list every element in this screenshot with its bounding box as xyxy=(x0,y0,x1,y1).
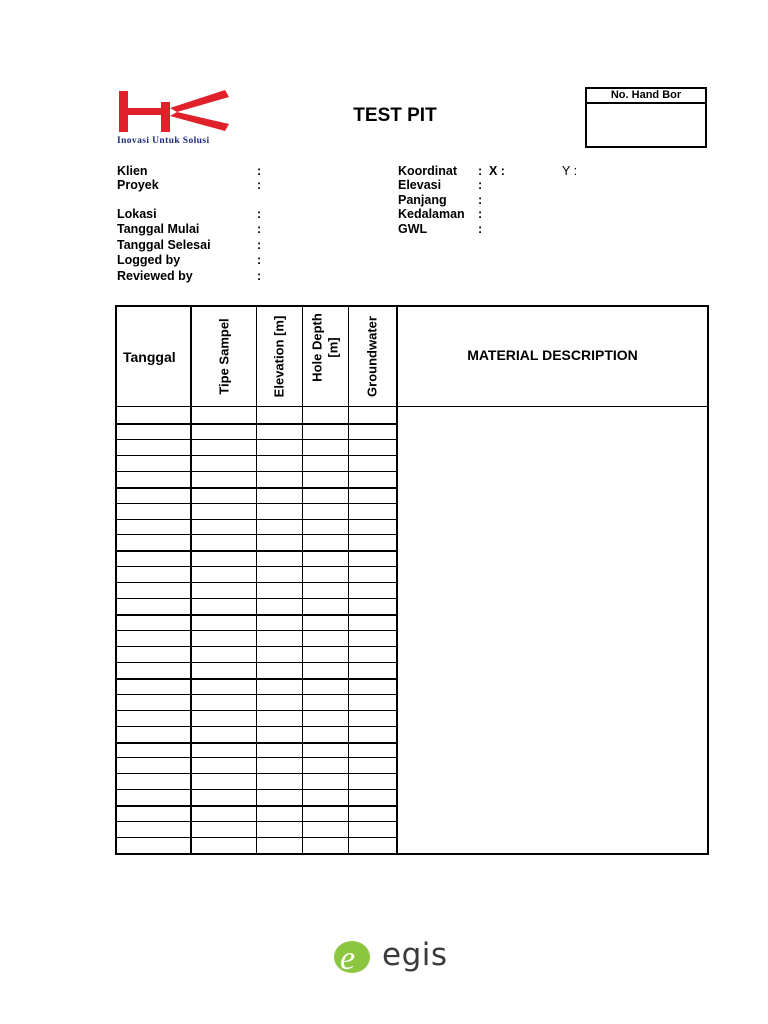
table-row[interactable] xyxy=(117,789,397,804)
svg-text:e: e xyxy=(340,940,356,977)
label-tanggal-mulai: Tanggal Mulai xyxy=(117,222,200,236)
label-tanggal-selesai: Tanggal Selesai xyxy=(117,238,211,252)
table-row[interactable] xyxy=(117,550,397,565)
colon-koordinat: : xyxy=(478,164,483,178)
table-row[interactable] xyxy=(117,566,397,581)
label-klien: Klien xyxy=(117,164,148,178)
table-row[interactable] xyxy=(117,519,397,534)
colon-lokasi: : xyxy=(257,207,262,221)
hand-bor-box xyxy=(585,87,707,148)
table-row[interactable] xyxy=(117,614,397,629)
table-row[interactable] xyxy=(117,742,397,757)
material-description-area[interactable] xyxy=(398,407,707,853)
header-tipe-sampel: Tipe Sampel xyxy=(216,318,232,395)
table-row[interactable] xyxy=(117,694,397,709)
header-hole-depth-line1: Hole Depth xyxy=(309,313,325,382)
label-lokasi: Lokasi xyxy=(117,207,157,221)
table-row[interactable] xyxy=(117,726,397,741)
colon-panjang: : xyxy=(478,193,483,207)
label-gwl: GWL xyxy=(398,222,428,236)
label-kedalaman: Kedalaman xyxy=(398,207,465,221)
table-row[interactable] xyxy=(117,534,397,549)
colon-tanggal-mulai: : xyxy=(257,222,262,236)
table-row[interactable] xyxy=(117,455,397,470)
label-reviewed-by: Reviewed by xyxy=(117,269,193,283)
label-koordinat-x: X : xyxy=(489,164,505,178)
egis-e-icon xyxy=(332,935,380,979)
table-row[interactable] xyxy=(117,487,397,502)
table-row[interactable] xyxy=(117,773,397,788)
table-row[interactable] xyxy=(117,710,397,725)
log-table xyxy=(115,305,709,855)
colon-proyek: : xyxy=(257,178,262,192)
hk-logo-mark xyxy=(117,88,232,136)
logo-tagline: Inovasi Untuk Solusi xyxy=(117,136,210,146)
egis-logo xyxy=(332,935,447,979)
label-elevasi: Elevasi xyxy=(398,178,442,192)
label-logged-by: Logged by xyxy=(117,253,181,267)
table-row[interactable] xyxy=(117,837,397,852)
colon-tanggal-selesai: : xyxy=(257,238,262,252)
table-row[interactable] xyxy=(117,805,397,820)
header-tanggal: Tanggal xyxy=(123,349,176,365)
page-title: TEST PIT xyxy=(353,105,437,126)
table-row[interactable] xyxy=(117,503,397,518)
colon-reviewed-by: : xyxy=(257,269,262,283)
colon-klien: : xyxy=(257,164,262,178)
table-row[interactable] xyxy=(117,646,397,661)
hk-logo xyxy=(117,88,232,152)
table-row[interactable] xyxy=(117,423,397,438)
header-elevation: Elevation [m] xyxy=(271,315,287,398)
colon-elevasi: : xyxy=(478,178,483,192)
table-row[interactable] xyxy=(117,662,397,677)
header-hole-depth xyxy=(298,307,348,406)
colon-gwl: : xyxy=(478,222,483,236)
header-groundwater: Groundwater xyxy=(364,316,380,397)
table-row[interactable] xyxy=(117,582,397,597)
hand-bor-label: No. Hand Bor xyxy=(587,89,705,104)
table-row[interactable] xyxy=(117,821,397,836)
table-row[interactable] xyxy=(117,439,397,454)
table-row[interactable] xyxy=(117,630,397,645)
header-hole-depth-line2: [m] xyxy=(325,337,341,358)
table-row[interactable] xyxy=(117,407,397,422)
colon-kedalaman: : xyxy=(478,207,483,221)
label-koordinat: Koordinat xyxy=(398,164,458,178)
label-proyek: Proyek xyxy=(117,178,159,192)
colon-logged-by: : xyxy=(257,253,262,267)
label-panjang: Panjang xyxy=(398,193,447,207)
table-row[interactable] xyxy=(117,471,397,486)
hand-bor-value[interactable] xyxy=(587,104,705,146)
table-row[interactable] xyxy=(117,757,397,772)
label-koordinat-y: Y : xyxy=(562,164,578,178)
header-material-description: MATERIAL DESCRIPTION xyxy=(467,347,638,363)
egis-wordmark: egis xyxy=(382,937,448,973)
table-row[interactable] xyxy=(117,678,397,693)
table-row[interactable] xyxy=(117,598,397,613)
